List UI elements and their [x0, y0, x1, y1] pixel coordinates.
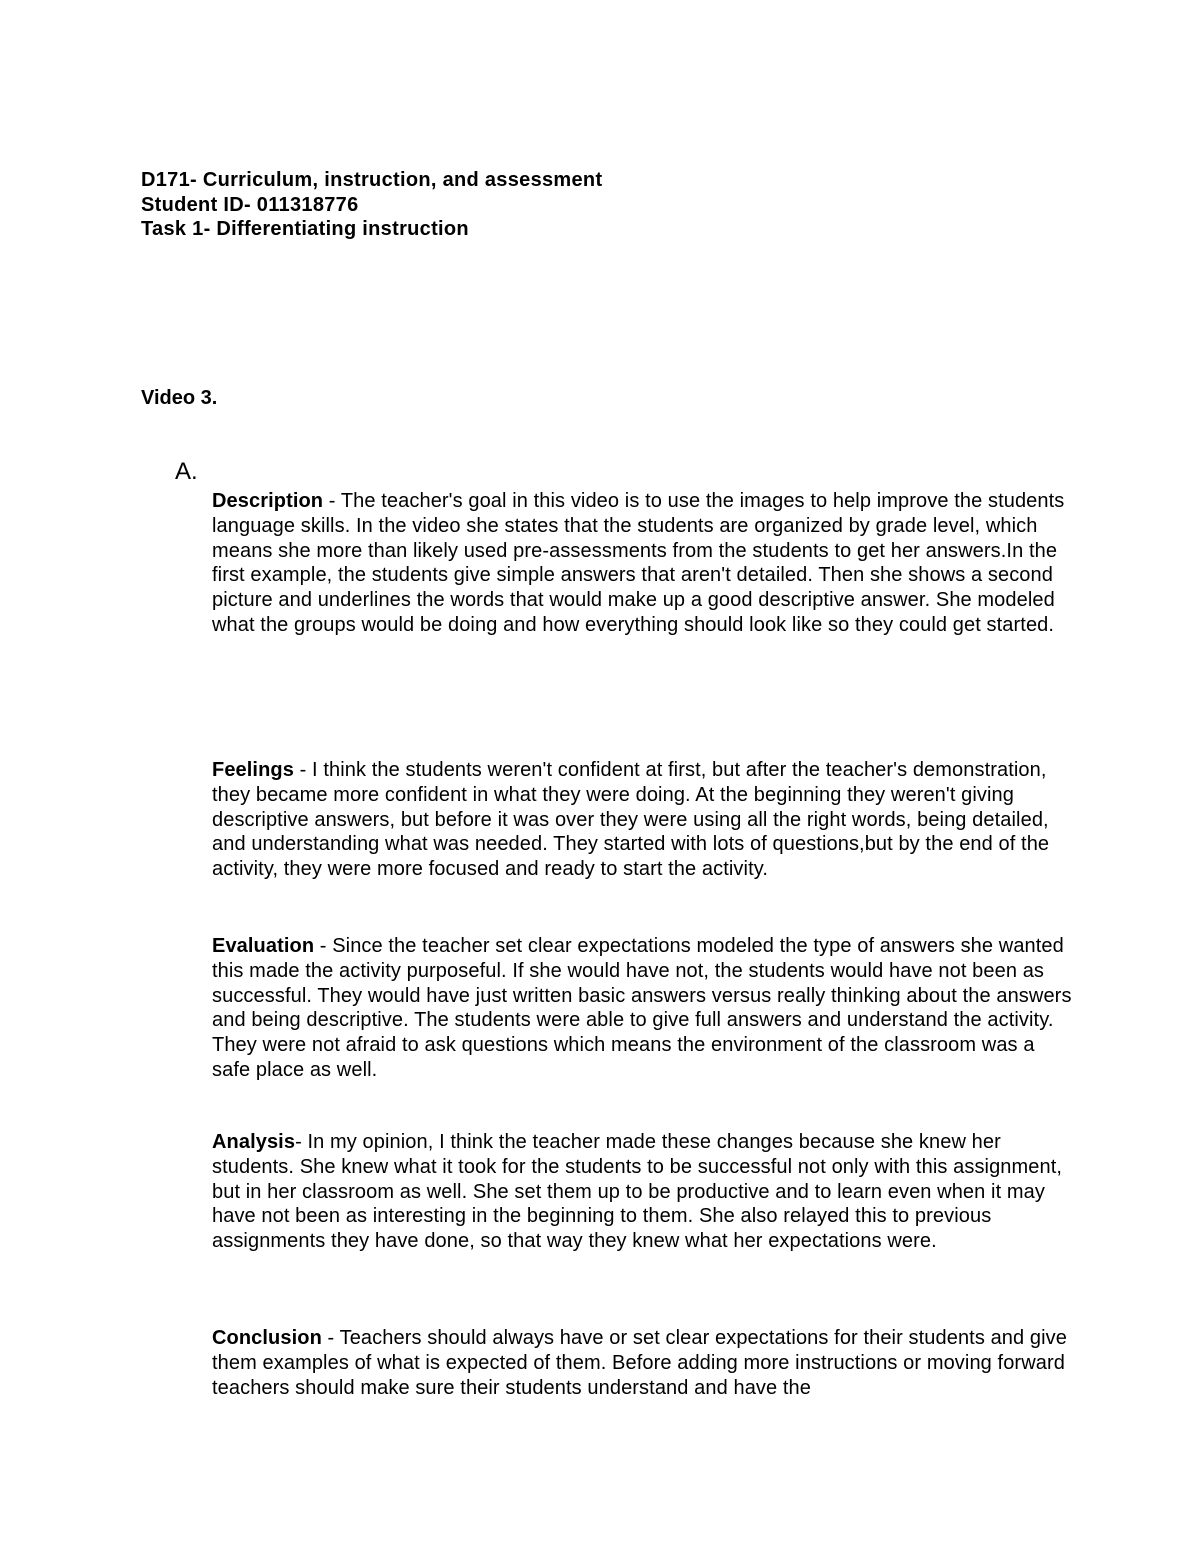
- section-text: I think the students weren't confident at first, but after the teacher's demonstration, they became more confident in what they were doing. At the beginning they weren't giving descriptive answers, but before it was over they were using all the right words, being detailed, and understanding what was needed. They started with lots of questions,but by the end of the activity, they were more focused and ready to start the activity.: [212, 759, 1050, 881]
- section-text: Since the teacher set clear expectations modeled the type of answers she wanted this made the activity purposeful. If she would have not, the students would have not been as successful. They would have just written basic answers versus really thinking about the answers and being descriptive. The students were able to give full answers and understand the activity. They were not afraid to ask questions which means the environment of the classroom was a safe place as well.: [212, 935, 1072, 1081]
- video-heading: Video 3.: [141, 387, 218, 409]
- section-separator: -: [314, 935, 333, 957]
- description-section: [212, 489, 1072, 638]
- list-marker: A.: [175, 458, 198, 485]
- section-term: Description: [212, 490, 324, 512]
- evaluation-section: [212, 934, 1072, 1083]
- section-text: The teacher's goal in this video is to use the images to help improve the students language skills. In the video she states that the students are organized by grade level, which means she more than likely used pre-assessments from the students to get her answers.In the first example, the students give simple answers that aren't detailed. Then she shows a second picture and underlines the words that would make up a good descriptive answer. She modeled what the groups would be doing and how everything should look like so they could get started.: [212, 490, 1065, 636]
- document-header: [141, 168, 602, 242]
- section-text: Teachers should always have or set clear expectations for their students and give them examples of what is expected of them. Before adding more instructions or moving forward teachers should make sure their students understand and have the: [212, 1327, 1067, 1399]
- student-id: Student ID- 011318776: [141, 193, 359, 216]
- feelings-section: [212, 758, 1072, 882]
- section-term: Feelings: [212, 759, 294, 781]
- section-term: Analysis: [212, 1131, 296, 1153]
- section-term: Evaluation: [212, 935, 315, 957]
- section-separator: -: [323, 490, 341, 512]
- section-separator: -: [295, 1131, 308, 1153]
- conclusion-section: [212, 1326, 1072, 1400]
- section-separator: -: [293, 759, 313, 781]
- section-text: In my opinion, I think the teacher made these changes because she knew her students. She knew what it took for the students to be successful not only with this assignment, but in her classroom as well. She set them up to be productive and to learn even when it may have not been as interesting in the beginning to them. She also relayed this to previous assignments they have done, so that way they knew what her expectations were.: [212, 1131, 1063, 1253]
- section-separator: -: [321, 1327, 340, 1349]
- course-title: D171- Curriculum, instruction, and assessment: [141, 169, 603, 191]
- task-title: Task 1- Differentiating instruction: [141, 218, 469, 240]
- analysis-section: [212, 1130, 1072, 1254]
- section-term: Conclusion: [212, 1327, 322, 1349]
